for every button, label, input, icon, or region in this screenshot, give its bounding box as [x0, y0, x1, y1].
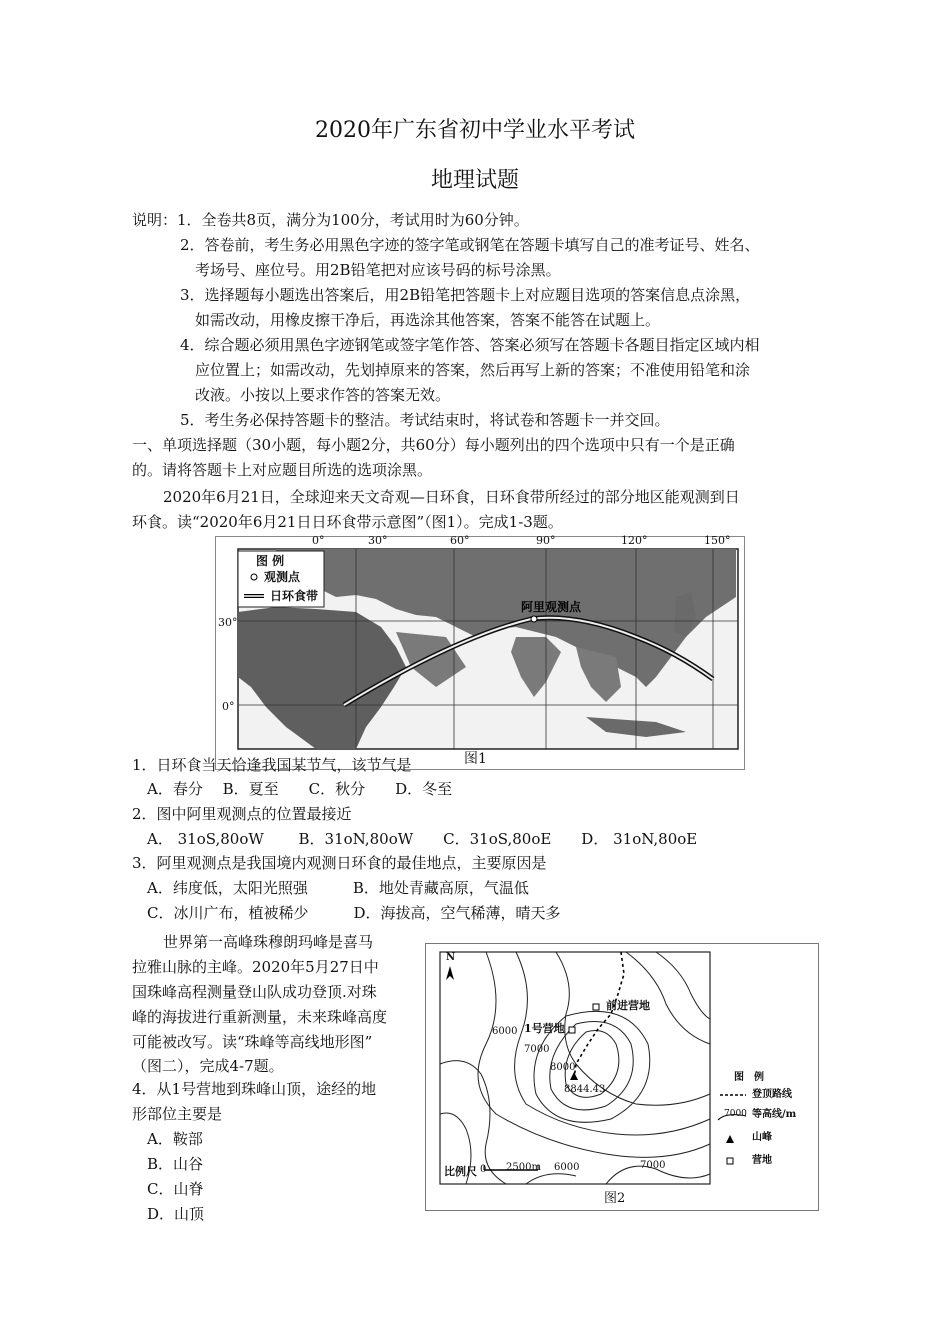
instruction-line: 2．答卷前，考生务必用黑色字迹的签字笔或钢笔在答题卡填写自己的准考证号、姓名、 — [180, 236, 760, 254]
camp-1-label: 1号营地 — [524, 1022, 565, 1035]
legend-contour-value: 7000 — [724, 1109, 747, 1119]
question-2-stem: 2．图中阿里观测点的位置最接近 — [132, 805, 352, 823]
lon-label: 30° — [368, 534, 388, 547]
contour-label-6000: 6000 — [554, 1162, 580, 1173]
passage-line: （图二），完成4-7题。 — [132, 1057, 284, 1075]
passage-line: 2020年6月21日，全球迎来天文奇观—日环食，日环食带所经过的部分地区能观测到日 — [163, 488, 740, 506]
instruction-line: 考场号、座位号。用2B铅笔把对应该号码的标号涂黑。 — [195, 261, 561, 279]
legend-title: 图 例 — [734, 1072, 764, 1083]
legend-band-label: 日环食带 — [270, 589, 319, 603]
question-1-stem: 1．日环食当天恰逢我国某节气，该节气是 — [132, 756, 412, 774]
passage-line: 世界第一高峰珠穆朗玛峰是喜马 — [163, 933, 374, 951]
question-4-stem: 形部位主要是 — [132, 1105, 223, 1123]
scale-label: 比例尺 — [444, 1165, 477, 1178]
passage-line: 国珠峰高程测量登山队成功登顶.对珠 — [132, 983, 377, 1001]
camp-front-label: 前进营地 — [606, 999, 650, 1012]
legend-route-label: 登顶路线 — [752, 1089, 792, 1100]
ali-point-label: 阿里观测点 — [521, 600, 582, 614]
peak-elevation-label: 8844.43 — [564, 1084, 606, 1095]
lon-label: 90° — [536, 534, 556, 547]
scale-zero: 0 — [480, 1164, 487, 1175]
figure-1-map — [215, 536, 745, 770]
instruction-line: 改液。小按以上要求作答的答案无效。 — [195, 386, 451, 404]
question-4-option: A．鞍部 — [147, 1130, 203, 1148]
figure-caption: 图1 — [464, 751, 487, 767]
contour-label-6000: 6000 — [492, 1026, 518, 1037]
page-title: 2020年广东省初中学业水平考试 — [315, 118, 635, 143]
lat-label: 0° — [222, 700, 235, 713]
passage-line: 环食。读“2020年6月21日日环食带示意图”（图1）。完成1-3题。 — [132, 513, 563, 531]
legend-point-icon — [251, 574, 257, 580]
north-arrow-icon — [446, 966, 454, 980]
question-3-options: C．冰川广布，植被稀少 D．海拔高，空气稀薄，晴天多 — [147, 904, 561, 922]
lat-label: 30° — [218, 616, 238, 629]
passage-line: 峰的海拔进行重新测量，未来珠峰高度 — [132, 1008, 388, 1026]
legend-camp-label: 营地 — [752, 1155, 772, 1166]
passage-line: 拉雅山脉的主峰。2020年5月27日中 — [132, 958, 379, 976]
legend-contour-label: 等高线/m — [752, 1109, 797, 1120]
contour-label-7000: 7000 — [640, 1160, 666, 1171]
question-4-option: B．山谷 — [147, 1155, 204, 1173]
question-3-stem: 3．阿里观测点是我国境内观测日环食的最佳地点，主要原因是 — [132, 854, 547, 872]
question-4-stem: 4．从1号营地到珠峰山顶，途经的地 — [132, 1080, 377, 1098]
instruction-line: 如需改动，用橡皮擦干净后，再选涂其他答案，答案不能答在试题上。 — [195, 311, 661, 329]
contour-label-7000: 7000 — [524, 1044, 550, 1055]
instruction-line: 3．选择题每小题选出答案后，用2B铅笔把答题卡上对应题目选项的答案信息点涂黑， — [180, 286, 751, 304]
camp-1-icon — [569, 1027, 575, 1033]
question-3-options: A．纬度低，太阳光照强 B．地处青藏高原，气温低 — [147, 879, 529, 897]
contour-label-8000: 8000 — [550, 1062, 576, 1073]
question-1-options: A．春分 B．夏至 C．秋分 D．冬至 — [147, 780, 453, 798]
section-heading: 一、单项选择题（30小题，每小题2分，共60分）每小题列出的四个选项中只有一个是正确 — [132, 436, 735, 454]
north-label: N — [446, 952, 456, 963]
passage-line: 可能被改写。读“珠峰等高线地形图” — [132, 1033, 373, 1051]
legend-peak-icon — [726, 1135, 734, 1143]
legend-title: 图 例 — [256, 554, 285, 568]
legend-peak-label: 山峰 — [752, 1132, 772, 1143]
instruction-line: 说明：1．全卷共8页，满分为100分，考试用时为60分钟。 — [132, 211, 529, 229]
contour-line — [656, 952, 710, 1019]
contour-line — [478, 952, 710, 1157]
question-4-option: C．山脊 — [147, 1180, 204, 1198]
lon-label: 60° — [450, 534, 470, 547]
figure-caption: 图2 — [604, 1191, 626, 1206]
figure-2-contour-map — [425, 943, 819, 1211]
page-subtitle: 地理试题 — [430, 168, 519, 193]
lon-label: 150° — [704, 534, 731, 547]
instruction-line: 应位置上；如需改动，先划掉原来的答案，然后再写上新的答案；不准使用铅笔和涂 — [195, 361, 751, 379]
question-4-option: D．山顶 — [147, 1205, 205, 1223]
legend-camp-icon — [727, 1158, 733, 1164]
camp-front-icon — [593, 1004, 599, 1010]
scale-value: 2500m — [506, 1162, 541, 1173]
instruction-line: 4．综合题必须用黑色字迹钢笔或签字笔作答、答案必须写在答题卡各题目指定区域内相 — [180, 336, 760, 354]
legend-point-label: 观测点 — [264, 570, 301, 584]
instruction-line: 5．考生务必保持答题卡的整洁。考试结束时，将试卷和答题卡一并交回。 — [180, 411, 670, 429]
section-heading: 的。请将答题卡上对应题目所选的选项涂黑。 — [132, 461, 433, 479]
lon-label: 120° — [621, 534, 648, 547]
lon-label: 0° — [312, 534, 325, 547]
question-2-options: A． 31oS,80oW B．31oN,80oW C．31oS,80oE D． 31oN,80oE — [147, 830, 698, 848]
